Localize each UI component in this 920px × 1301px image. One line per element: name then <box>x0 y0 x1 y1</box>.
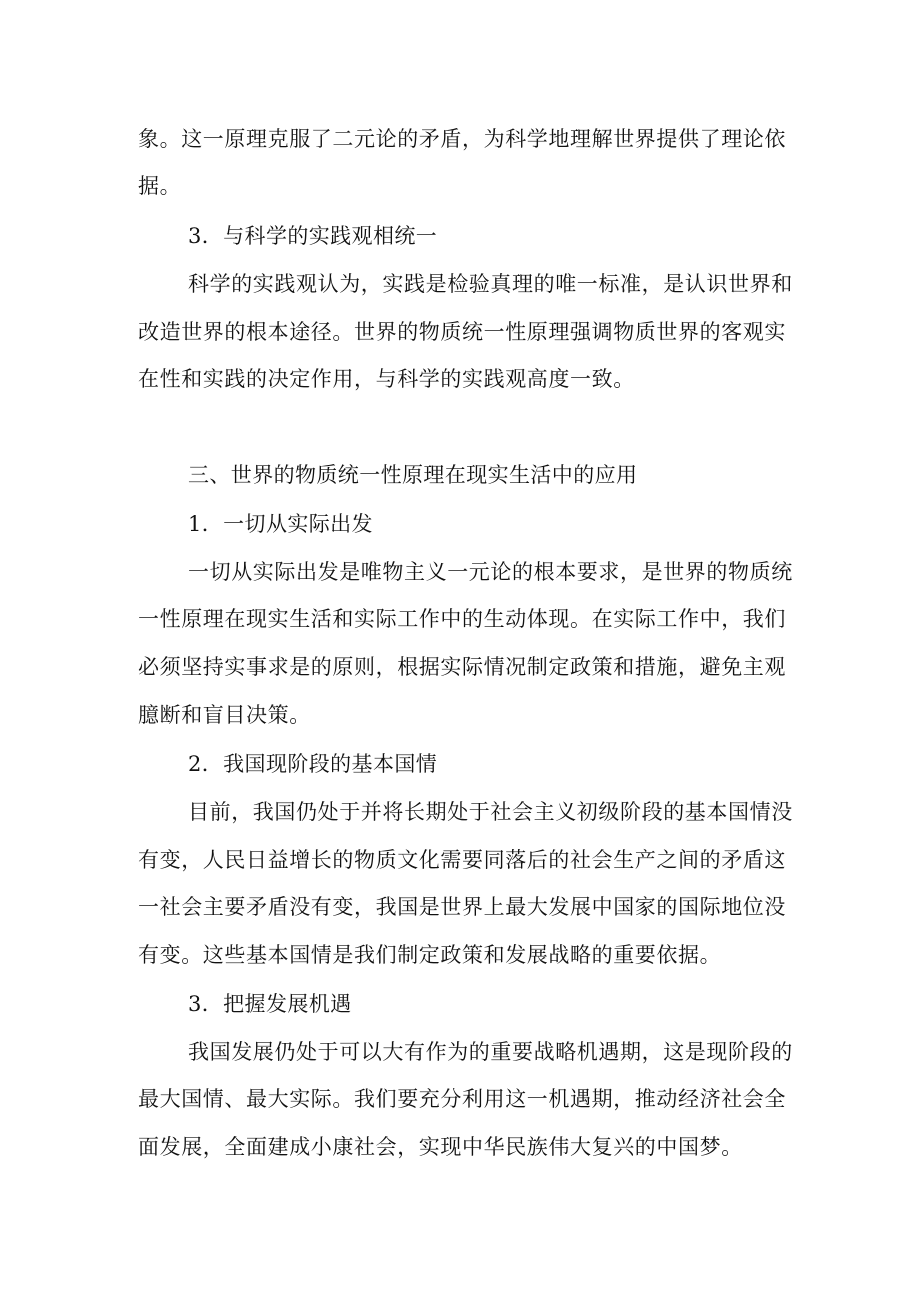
paragraph-line: 目前，我国仍处于并将长期处于社会主义初级阶段的基本国情没 <box>188 800 793 824</box>
paragraph-line: 据。 <box>138 174 182 198</box>
paragraph-line: 一社会主要矛盾没有变，我国是世界上最大发展中国家的国际地位没 <box>138 895 786 919</box>
paragraph-line: 一切从实际出发是唯物主义一元论的根本要求，是世界的物质统 <box>188 560 793 584</box>
paragraph-line: 最大国情、最大实际。我们要充分利用这一机遇期，推动经济社会全 <box>138 1087 786 1111</box>
subheading-proceed-from-reality: 1．一切从实际出发 <box>188 512 373 536</box>
paragraph-line: 一性原理在现实生活和实际工作中的生动体现。在实际工作中，我们 <box>138 607 786 631</box>
paragraph-line: 有变。这些基本国情是我们制定政策和发展战略的重要依据。 <box>138 943 722 967</box>
paragraph-line: 象。这一原理克服了二元论的矛盾，为科学地理解世界提供了理论依 <box>138 127 786 151</box>
subheading-development-opportunity: 3．把握发展机遇 <box>188 992 352 1016</box>
paragraph-line: 面发展，全面建成小康社会，实现中华民族伟大复兴的中国梦。 <box>138 1135 743 1159</box>
subheading-basic-national-conditions: 2．我国现阶段的基本国情 <box>188 752 438 776</box>
paragraph-line: 科学的实践观认为，实践是检验真理的唯一标准，是认识世界和 <box>188 272 793 296</box>
paragraph-line: 改造世界的根本途径。世界的物质统一性原理强调物质世界的客观实 <box>138 320 786 344</box>
section-heading-application: 三、世界的物质统一性原理在现实生活中的应用 <box>188 463 638 487</box>
paragraph-line: 有变，人民日益增长的物质文化需要同落后的社会生产之间的矛盾这 <box>138 848 786 872</box>
subheading-practice-view: 3．与科学的实践观相统一 <box>188 224 438 248</box>
paragraph-line: 在性和实践的决定作用，与科学的实践观高度一致。 <box>138 367 635 391</box>
paragraph-line: 臆断和盲目决策。 <box>138 703 311 727</box>
paragraph-line: 必须坚持实事求是的原则，根据实际情况制定政策和措施，避免主观 <box>138 655 786 679</box>
paragraph-line: 我国发展仍处于可以大有作为的重要战略机遇期，这是现阶段的 <box>188 1040 793 1064</box>
